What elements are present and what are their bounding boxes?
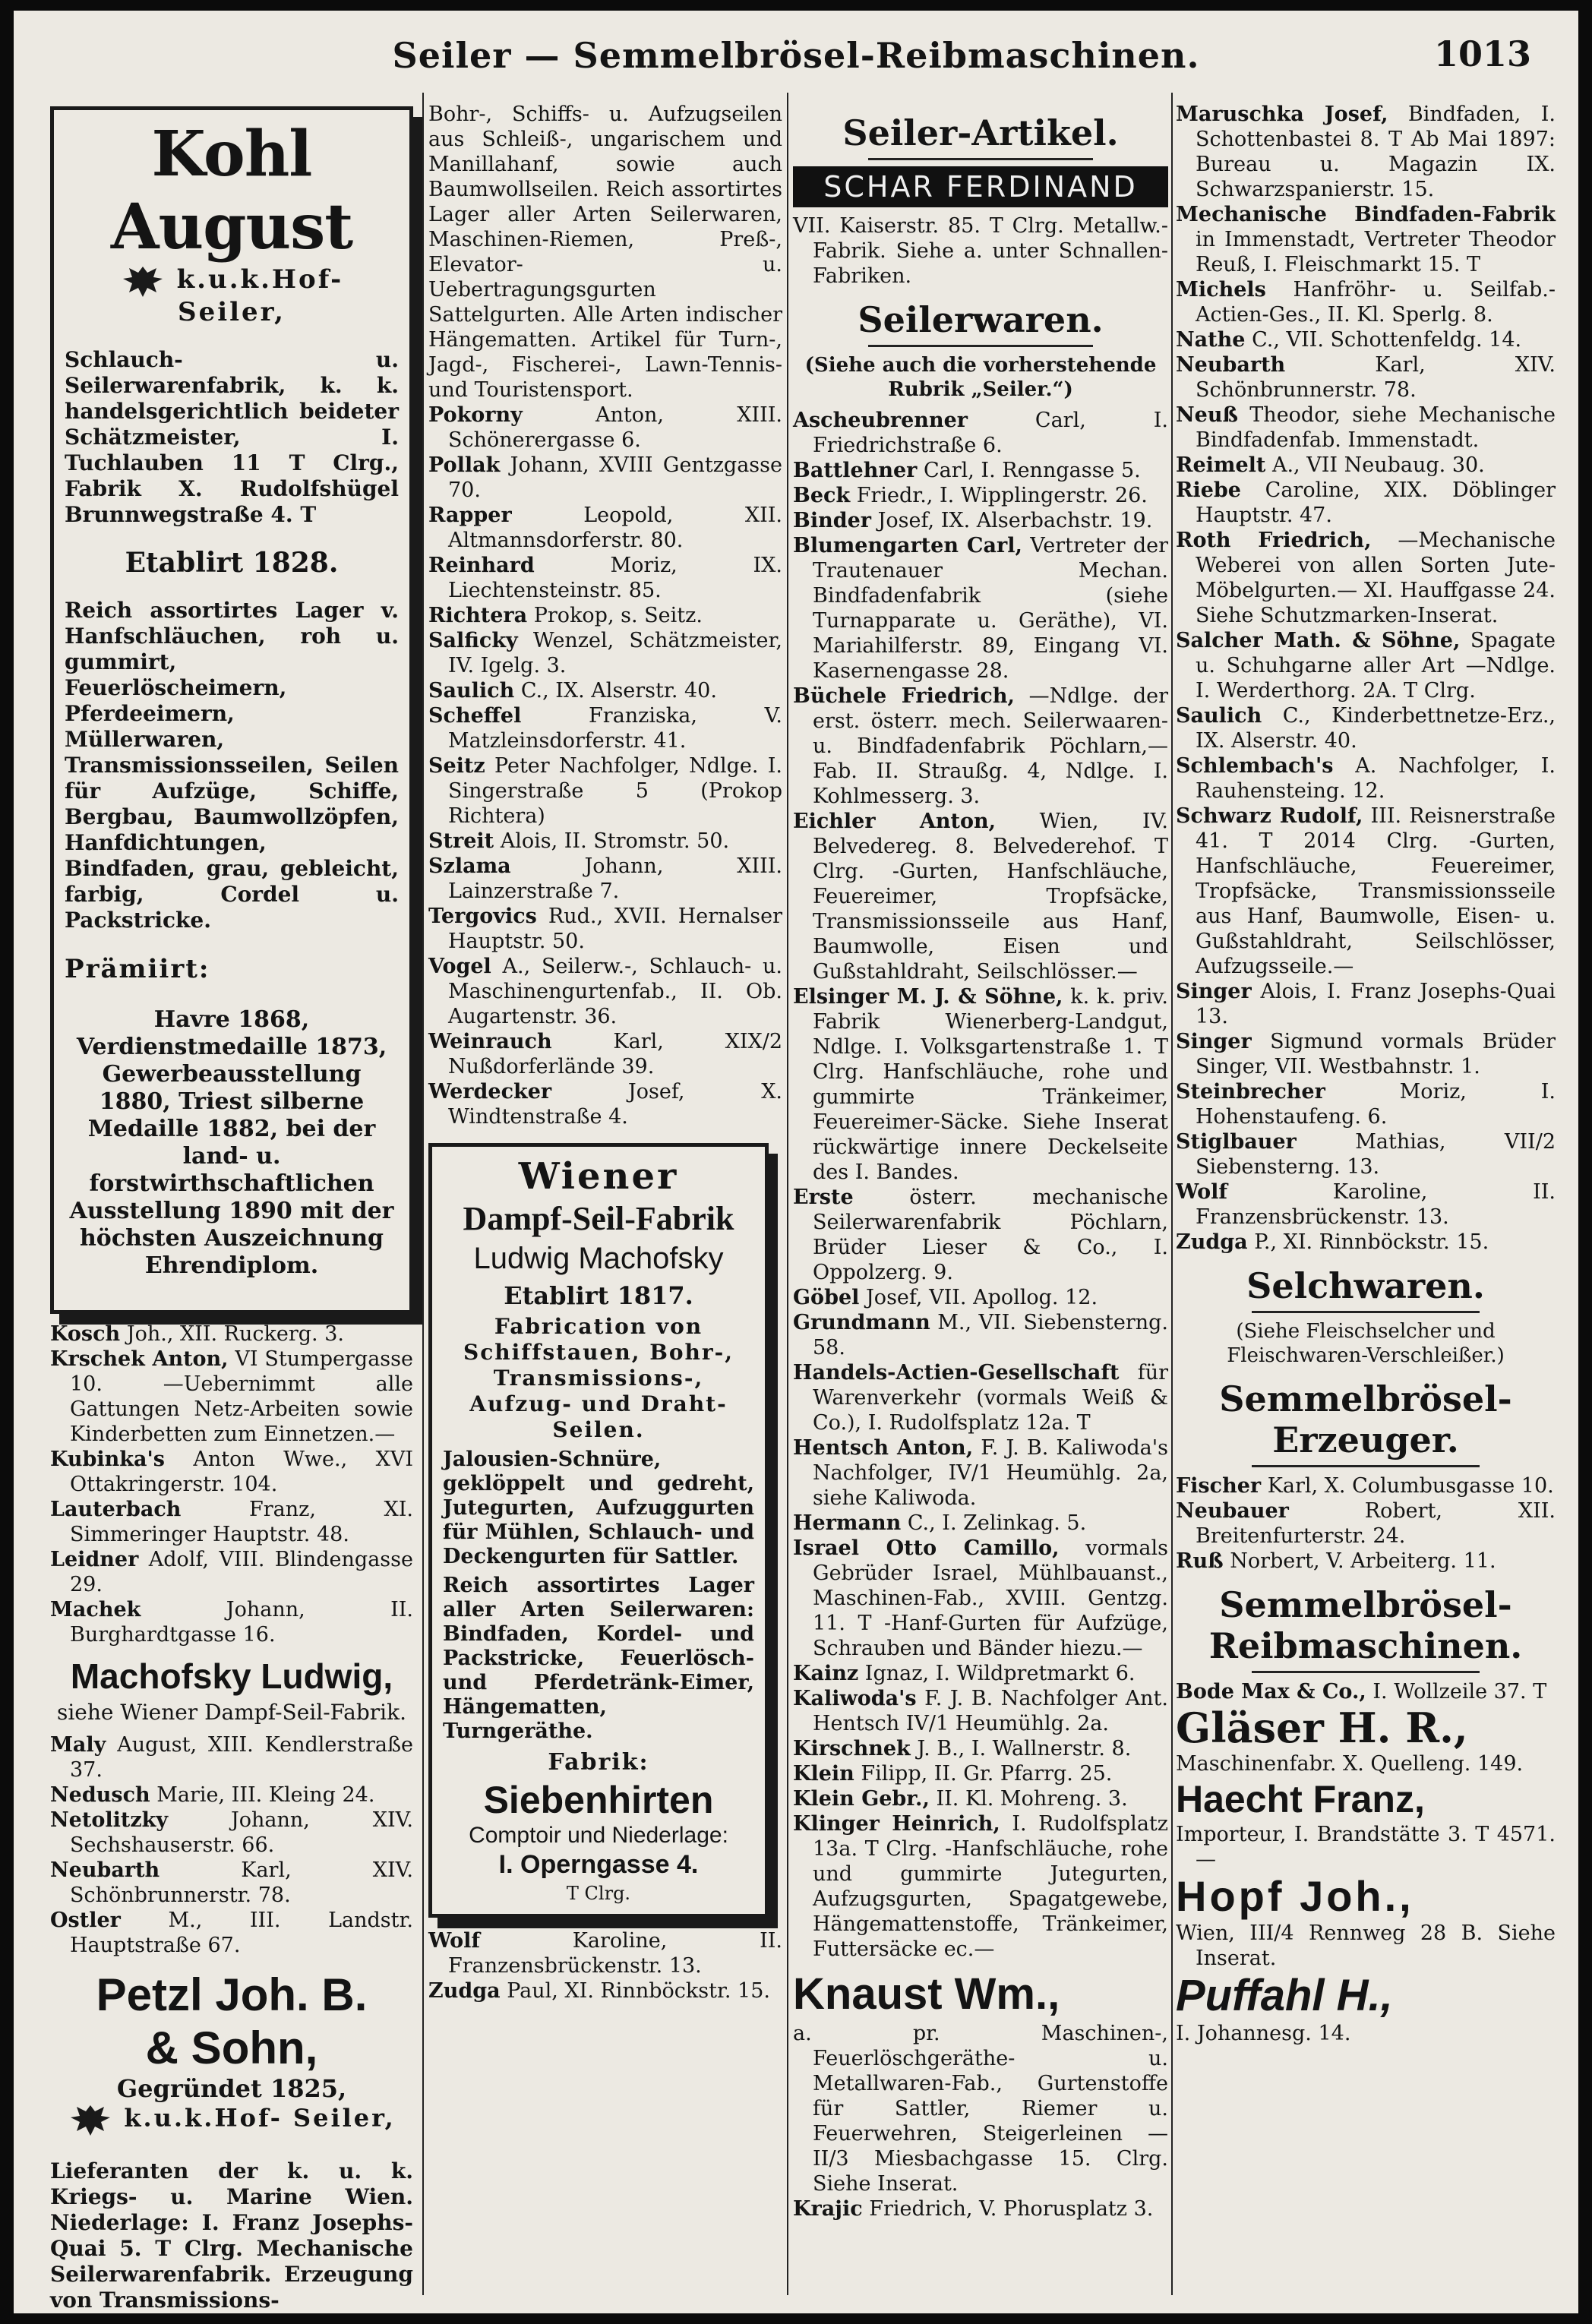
list-item: Handels-Actien-Gesellschaft für Warenverkehr (vormals Weiß & Co.), I. Rudolfsplatz 12a. T bbox=[793, 1361, 1168, 1435]
ad-wiener-tel: T Clrg. bbox=[566, 1883, 631, 1904]
section-note: (Siehe Fleischselcher und Fleischwaren-Verschleißer.) bbox=[1227, 1320, 1505, 1367]
ad-kohl-awards-title: Prämiirt: bbox=[65, 954, 210, 984]
list-item: Krschek Anton, VI Stumpergasse 10. —Uebernimmt alle Gattungen Netz-Arbeiten sowie Kinderbetten zum Einnetzen.— bbox=[50, 1347, 413, 1446]
list-item: Salcher Math. & Söhne, Spagate u. Schuhgarne aller Art —Ndlge. I. Werderthorg. 2A. T Clrg. bbox=[1176, 629, 1556, 703]
ad-wiener-place: Siebenhirten bbox=[483, 1779, 714, 1821]
glaeser-entry bbox=[1176, 1704, 1556, 1776]
glaeser-text: Maschinenfabr. X. Quelleng. 149. bbox=[1176, 1752, 1524, 1776]
section-heading: Seiler-Artikel. bbox=[842, 112, 1119, 153]
list-item: Kainz Ignaz, I. Wildpretmarkt 6. bbox=[793, 1662, 1136, 1685]
ad-kohl-hofseiler: k.u.k.Hof- Seiler, bbox=[176, 264, 344, 327]
knaust-text: a. pr. Maschinen-, Feuerlöschgeräthe- u. Metallwaren-Fab., Gurtenstoffe für Sattler, Riemer u. Feuerwehren, Steigerleinen — II/3 Miesbachgasse 15. Clrg. Siehe Inserat. bbox=[793, 2022, 1168, 2196]
ad-petzl-body: Lieferanten der k. u. k. Kriegs- u. Marine Wien. Niederlage: I. Franz Josephs-Quai 5. T Clrg. Mechanische Seilerwarenfabrik. Erzeugung von Transmissions- bbox=[50, 2158, 413, 2313]
ad-wiener-est: Etablirt 1817. bbox=[504, 1281, 693, 1310]
ad-wiener-address: I. Operngasse 4. bbox=[498, 1850, 699, 1879]
list-item: Roth Friedrich, —Mechanische Weberei von allen Sorten Jute-Möbelgurten.— XI. Hauffgasse 24. Siehe Schutzmarken-Inserat. bbox=[1176, 529, 1556, 627]
double-eagle-icon bbox=[120, 264, 166, 298]
list-item: Wolf Karoline, II. Franzensbrückenstr. 13. bbox=[428, 1929, 782, 1978]
machofsky-entry bbox=[50, 1655, 413, 1725]
list-item: Beck Friedr., I. Wipplingerstr. 26. bbox=[793, 484, 1148, 507]
hopf-text: Wien, III/4 Rennweg 28 B. Siehe Inserat. bbox=[1176, 1921, 1556, 1970]
ad-wiener-fabrik-label: Fabrik: bbox=[548, 1749, 649, 1776]
list-item: Kaliwoda's F. J. B. Nachfolger Ant. Hentsch IV/1 Heumühlg. 2a. bbox=[793, 1687, 1168, 1735]
ad-kohl-body: Schlauch- u. Seilerwarenfabrik, k. k. handelsgerichtlich beideter Schätzmeister, I. Tuchlauben 11 T Clrg., Fabrik X. Rudolfshügel Brunnwegstraße 4. T bbox=[65, 347, 399, 527]
list-item: Büchele Friedrich, —Ndlge. der erst. österr. mech. Seilerwaaren- u. Bindfadenfabrik Pöchlarn,— Fab. II. Straußg. 4, Ndlge. I. Kohlmesserg. 3. bbox=[793, 684, 1168, 808]
list-item: Szlama Johann, XIII. Lainzerstraße 7. bbox=[428, 854, 782, 903]
list-item: Klein Filipp, II. Gr. Pfarrg. 25. bbox=[793, 1762, 1113, 1786]
list-item: Klinger Heinrich, I. Rudolfsplatz 13a. T Clrg. -Hanfschläuche, rohe und gummirte Jutegurten, Aufzugsgurten, Spagatgewebe, Hängemattenstoffe, Tränkeimer, Futtersäcke ec.— bbox=[793, 1812, 1168, 1961]
list-item: Saulich C., Kinderbettnetze-Erz., IX. Alserstr. 40. bbox=[1176, 704, 1556, 753]
glaeser-name: Gläser H. R., bbox=[1176, 1704, 1468, 1752]
column-3 bbox=[793, 102, 1168, 2297]
hopf-name: Hopf Joh., bbox=[1176, 1872, 1414, 1920]
list-item: Ostler M., III. Landstr. Hauptstraße 67. bbox=[50, 1909, 413, 1957]
machofsky-ref: siehe Wiener Dampf-Seil-Fabrik. bbox=[56, 1700, 407, 1725]
list-item: Maly August, XIII. Kendlerstraße 37. bbox=[50, 1733, 413, 1782]
hopf-entry bbox=[1176, 1872, 1556, 1971]
list-item: Saulich C., IX. Alserstr. 40. bbox=[428, 679, 717, 703]
list-item: Klein Gebr., II. Kl. Mohreng. 3. bbox=[793, 1787, 1128, 1811]
list-item: Ruß Norbert, V. Arbeiterg. 11. bbox=[1176, 1549, 1496, 1573]
list-item: Streit Alois, II. Stromstr. 50. bbox=[428, 829, 730, 853]
list-item: Steinbrecher Moriz, I. Hohenstaufeng. 6. bbox=[1176, 1080, 1556, 1129]
haecht-entry bbox=[1176, 1776, 1556, 1872]
column-1 bbox=[50, 102, 413, 2313]
section-rule bbox=[868, 158, 1093, 160]
list-item: Schwarz Rudolf, III. Reisnerstraße 41. T 2014 Clrg. -Gurten, Hanfschläuche, Feuereimer, Tropfsäcke, Transmissionsseile aus Hanf, Baumwolle, Eisen- u. Gußstahldraht, Seilschlösser, Aufzugsseile.— bbox=[1176, 804, 1556, 978]
ad-wiener-lager: Reich assortirtes Lager aller Arten Seilerwaren: Bindfaden, Kordel- und Packstricke, Feuerlösch- und Pferdetränk-Eimer, Hängematten, Turngeräthe. bbox=[443, 1574, 754, 1743]
list-item: Netolitzky Johann, XIV. Sechshauserstr. 66. bbox=[50, 1808, 413, 1857]
ad-wiener-comptoir: Comptoir und Niederlage: bbox=[469, 1823, 728, 1848]
list-item: Nedusch Marie, III. Kleing 24. bbox=[50, 1783, 375, 1807]
page-header bbox=[14, 27, 1578, 81]
list-item: Israel Otto Camillo, vormals Gebrüder Israel, Mühlbauanst., Maschinen-Fab., XVIII. Gentzg. 11. T -Hanf-Gurten für Aufzüge, Schrauben und Bänder hiezu.— bbox=[793, 1536, 1168, 1660]
ad-petzl bbox=[50, 1969, 413, 2313]
ad-kohl-august bbox=[50, 106, 413, 1314]
list-item: Rapper Leopold, XII. Altmannsdorferstr. 80. bbox=[428, 504, 782, 552]
list-item: Nathe C., VII. Schottenfeldg. 14. bbox=[1176, 328, 1522, 352]
ad-kohl-name: Kohl August bbox=[110, 118, 353, 264]
entry-list-2 bbox=[50, 1732, 413, 1958]
entry-list-2 bbox=[1176, 1473, 1556, 1574]
list-item: Schlembach's A. Nachfolger, I. Rauhensteing. 12. bbox=[1176, 754, 1556, 803]
column-2 bbox=[428, 102, 782, 2297]
ad-kohl-line1 bbox=[65, 264, 399, 326]
list-item: Binder Josef, IX. Alserbachstr. 19. bbox=[793, 509, 1153, 532]
list-item: Stiglbauer Mathias, VII/2 Siebensterng. 13. bbox=[1176, 1130, 1556, 1179]
list-item: Eichler Anton, Wien, IV. Belvedereg. 8. Belvederehof. T Clrg. -Gurten, Hanfschläuche, Feuereimer, Tropfsäcke, Transmissionsseile aus Hanf, Baumwolle, Eisen und Gußstahldraht, Seilschlösser.— bbox=[793, 810, 1168, 984]
column-rule bbox=[787, 93, 788, 2295]
list-item: Ascheubrenner Carl, I. Friedrichstraße 6. bbox=[793, 409, 1168, 457]
puffahl-entry bbox=[1176, 1971, 1556, 2046]
ad-petzl-hofseiler: k.u.k.Hof- Seiler, bbox=[124, 2103, 396, 2133]
list-item: Kosch Joh., XII. Ruckerg. 3. bbox=[50, 1322, 344, 1346]
ad-kohl-list: Reich assortirtes Lager v. Hanfschläuchen, roh u. gummirt, Feuerlöscheimern, Pferdeeimern, Müllerwaren, Transmissionsseilen, Seilen für Aufzüge, Schiffe, Bergbau, Baumwollzöpfen, Hanfdichtungen, Bindfaden, grau, gebleicht, farbig, Cordel u. Packstricke. bbox=[65, 598, 399, 933]
ad-kohl-established: Etablirt 1828. bbox=[125, 547, 339, 579]
haecht-name: Haecht Franz, bbox=[1176, 1778, 1425, 1820]
section-note: (Siehe auch die vorherstehende Rubrik „Seiler.“) bbox=[804, 354, 1157, 401]
directory-page bbox=[14, 11, 1578, 2313]
entry-list bbox=[428, 403, 782, 1129]
ad-wiener-owner: Ludwig Machofsky bbox=[473, 1242, 724, 1275]
ad-wiener-title1: Wiener bbox=[518, 1155, 679, 1198]
list-item: Neubarth Karl, XIV. Schönbrunnerstr. 78. bbox=[50, 1858, 413, 1907]
ad-wiener-misc: Jalousien-Schnüre, geklöppelt und gedreht, Jutegurten, Aufzuggurten für Mühlen, Schlauch- und Deckengurten für Sattler. bbox=[443, 1448, 754, 1568]
column-rule bbox=[422, 93, 424, 2295]
list-item: Pollak Johann, XVIII Gentzgasse 70. bbox=[428, 453, 782, 502]
list-item: Neuß Theodor, siehe Mechanische Bindfadenfab. Immenstadt. bbox=[1176, 403, 1556, 452]
list-item: Blumengarten Carl, Vertreter der Trautenauer Mechan. Bindfadenfabrik (siehe Turnapparate u. Geräthe), VI. Mariahilferstr. 89, Eingang VI. Kasernengasse 28. bbox=[793, 534, 1168, 683]
ad-petzl-name2: & Sohn, bbox=[145, 2022, 318, 2073]
section-heading: Semmelbrösel-Erzeuger. bbox=[1219, 1378, 1512, 1460]
list-item: Singer Alois, I. Franz Josephs-Quai 13. bbox=[1176, 980, 1556, 1028]
list-item: Reinhard Moriz, IX. Liechtensteinstr. 85. bbox=[428, 554, 782, 602]
section-rule bbox=[1252, 1671, 1480, 1673]
list-item: Neubarth Karl, XIV. Schönbrunnerstr. 78. bbox=[1176, 353, 1556, 402]
list-item: Michels Hanfröhr- u. Seilfab.-Actien-Ges., II. Kl. Sperlg. 8. bbox=[1176, 278, 1556, 327]
section-rule bbox=[1252, 1465, 1480, 1467]
page-number: 1013 bbox=[1433, 33, 1531, 74]
continued-text: Bohr-, Schiffs- u. Aufzugseilen aus Schleiß-, ungarischem und Manillahanf, sowie auch Baumwollseilen. Reich assortirtes Lager aller Arten Seilerwaren, Maschinen-Riemen, Preß-, Elevator- u. Uebertragungsgurten Sattelgurten. Alle Arten indischer Hängematten. Artikel für Turn-, Jagd-, Fischerei-, Lawn-Tennis- und Touristensport. bbox=[428, 103, 782, 402]
list-item: Göbel Josef, VII. Apollog. 12. bbox=[793, 1286, 1098, 1309]
list-item: Kirschnek J. B., I. Wallnerstr. 8. bbox=[793, 1737, 1132, 1760]
list-item: Vogel A., Seilerw.-, Schlauch- u. Maschinengurtenfab., II. Ob. Augartenstr. 36. bbox=[428, 955, 782, 1028]
list-item: Hentsch Anton, F. J. B. Kaliwoda's Nachfolger, IV/1 Heumühlg. 2a, siehe Kaliwoda. bbox=[793, 1436, 1168, 1510]
column-rule bbox=[1171, 93, 1173, 2295]
entry-list bbox=[793, 408, 1168, 1962]
knaust-entry bbox=[793, 1968, 1168, 2196]
knaust-name: Knaust Wm., bbox=[793, 1969, 1060, 2019]
ad-kohl-awards: Havre 1868, Verdienstmedaille 1873, Gewerbeausstellung 1880, Triest silberne Medaille 1882, bei der land- u. forstwirthschaftlichen Ausstellung 1890 mit der höchsten Auszeichnung Ehrendiplom. bbox=[69, 1006, 394, 1279]
list-item: Salficky Wenzel, Schätzmeister, IV. Igelg. 3. bbox=[428, 629, 782, 677]
list-item: Singer Sigmund vormals Brüder Singer, VII. Westbahnstr. 1. bbox=[1176, 1030, 1556, 1078]
list-item: Zudga P., XI. Rinnböckstr. 15. bbox=[1176, 1230, 1489, 1254]
list-item: Reimelt A., VII Neubaug. 30. bbox=[1176, 453, 1485, 477]
list-item: Scheffel Franziska, V. Matzleinsdorferstr. 41. bbox=[428, 704, 782, 753]
list-item: Erste österr. mechanische Seilerwarenfabrik Pöchlarn, Brüder Lieser & Co., I. Oppolzerg. 9. bbox=[793, 1186, 1168, 1284]
ad-petzl-name1: Petzl Joh. B. bbox=[96, 1969, 368, 2020]
list-item: Maruschka Josef, Bindfaden, I. Schottenbastei 8. T Ab Mai 1897: Bureau u. Magazin IX. Schwarzspanierstr. 15. bbox=[1176, 103, 1556, 201]
list-item: Zudga Paul, XI. Rinnböckstr. 15. bbox=[428, 1979, 770, 2003]
list-item: Richtera Prokop, s. Seitz. bbox=[428, 604, 703, 627]
list-item: Riebe Caroline, XIX. Döblinger Hauptstr. 47. bbox=[1176, 478, 1556, 527]
entry-list bbox=[50, 1321, 413, 1647]
list-item: Grundmann M., VII. Siebensterng. 58. bbox=[793, 1311, 1168, 1359]
ad-wiener-fab: Fabrication von Schiffstauen, Bohr-, Transmissions-, Aufzug- und Draht-Seilen. bbox=[463, 1314, 734, 1442]
section-rule bbox=[868, 345, 1093, 347]
ad-petzl-line bbox=[50, 2102, 413, 2137]
puffahl-text: I. Johannesg. 14. bbox=[1176, 2022, 1351, 2045]
list-item: Battlehner Carl, I. Renngasse 5. bbox=[793, 459, 1141, 482]
running-title: Seiler — Semmelbrösel-Reibmaschinen. bbox=[392, 35, 1200, 76]
ad-petzl-founded: Gegründet 1825, bbox=[116, 2074, 347, 2103]
list-item: Hermann C., I. Zelinkag. 5. bbox=[793, 1511, 1087, 1535]
list-item: Werdecker Josef, X. Windtenstraße 4. bbox=[428, 1080, 782, 1129]
double-eagle-icon bbox=[68, 2102, 113, 2137]
ad-wiener-dampf-seil-fabrik bbox=[428, 1143, 769, 1918]
list-item: Pokorny Anton, XIII. Schönerergasse 6. bbox=[428, 403, 782, 452]
entry-list-2 bbox=[428, 1928, 782, 2004]
machofsky-name: Machofsky Ludwig, bbox=[70, 1656, 393, 1696]
section-heading: Selchwaren. bbox=[1246, 1265, 1485, 1306]
schar-banner: SCHAR FERDINAND bbox=[793, 166, 1168, 207]
list-item: Leidner Adolf, VIII. Blindengasse 29. bbox=[50, 1548, 413, 1596]
list-item: Lauterbach Franz, XI. Simmeringer Hauptstr. 48. bbox=[50, 1498, 413, 1546]
entry-list-2 bbox=[793, 2196, 1168, 2221]
haecht-text: Importeur, I. Brandstätte 3. T 4571.— bbox=[1176, 1823, 1556, 1871]
list-item: Neubauer Robert, XII. Breitenfurterstr. 24. bbox=[1176, 1499, 1556, 1548]
list-item: Mechanische Bindfaden-Fabrik in Immenstadt, Vertreter Theodor Reuß, I. Fleischmarkt 15. T bbox=[1176, 203, 1556, 276]
list-item: Machek Johann, II. Burghardtgasse 16. bbox=[50, 1598, 413, 1647]
entry-list bbox=[1176, 102, 1556, 1255]
list-item: Seitz Peter Nachfolger, Ndlge. I. Singerstraße 5 (Prokop Richtera) bbox=[428, 754, 782, 828]
puffahl-name: Puffahl H., bbox=[1176, 1971, 1393, 2020]
list-item: Krajic Friedrich, V. Phorusplatz 3. bbox=[793, 2197, 1154, 2221]
list-item: Fischer Karl, X. Columbusgasse 10. bbox=[1176, 1474, 1554, 1498]
section-rule bbox=[1252, 1311, 1480, 1313]
list-item: Wolf Karoline, II. Franzensbrückenstr. 13. bbox=[1176, 1180, 1556, 1229]
list-item: Elsinger M. J. & Söhne, k. k. priv. Fabrik Wienerberg-Landgut, Ndlge. I. Volksgartenstraße 1. T Clrg. Hanfschläuche, rohe und gummirte Tränkeimer, Feuereimer-Säcke. Siehe Inserat rückwärtige innere Deckelseite des I. Bandes. bbox=[793, 985, 1168, 1184]
list-item: Weinrauch Karl, XIX/2 Nußdorferlände 39. bbox=[428, 1030, 782, 1078]
list-item: Tergovics Rud., XVII. Hernalser Hauptstr. 50. bbox=[428, 905, 782, 953]
section-heading: Semmelbrösel-Reibmaschinen. bbox=[1208, 1584, 1523, 1666]
ad-wiener-title2: Dampf-Seil-Fabrik bbox=[463, 1200, 734, 1237]
section-heading: Seilerwaren. bbox=[858, 299, 1104, 340]
schar-entry: VII. Kaiserstr. 85. T Clrg. Metallw.-Fabrik. Siehe a. unter Schnallen-Fabriken. bbox=[793, 214, 1168, 288]
entry-list-3 bbox=[1176, 1679, 1556, 1704]
column-4 bbox=[1176, 102, 1556, 2297]
list-item: Kubinka's Anton Wwe., XVI Ottakringerstr. 104. bbox=[50, 1448, 413, 1496]
list-item: Bode Max & Co., I. Wollzeile 37. T bbox=[1176, 1680, 1547, 1704]
